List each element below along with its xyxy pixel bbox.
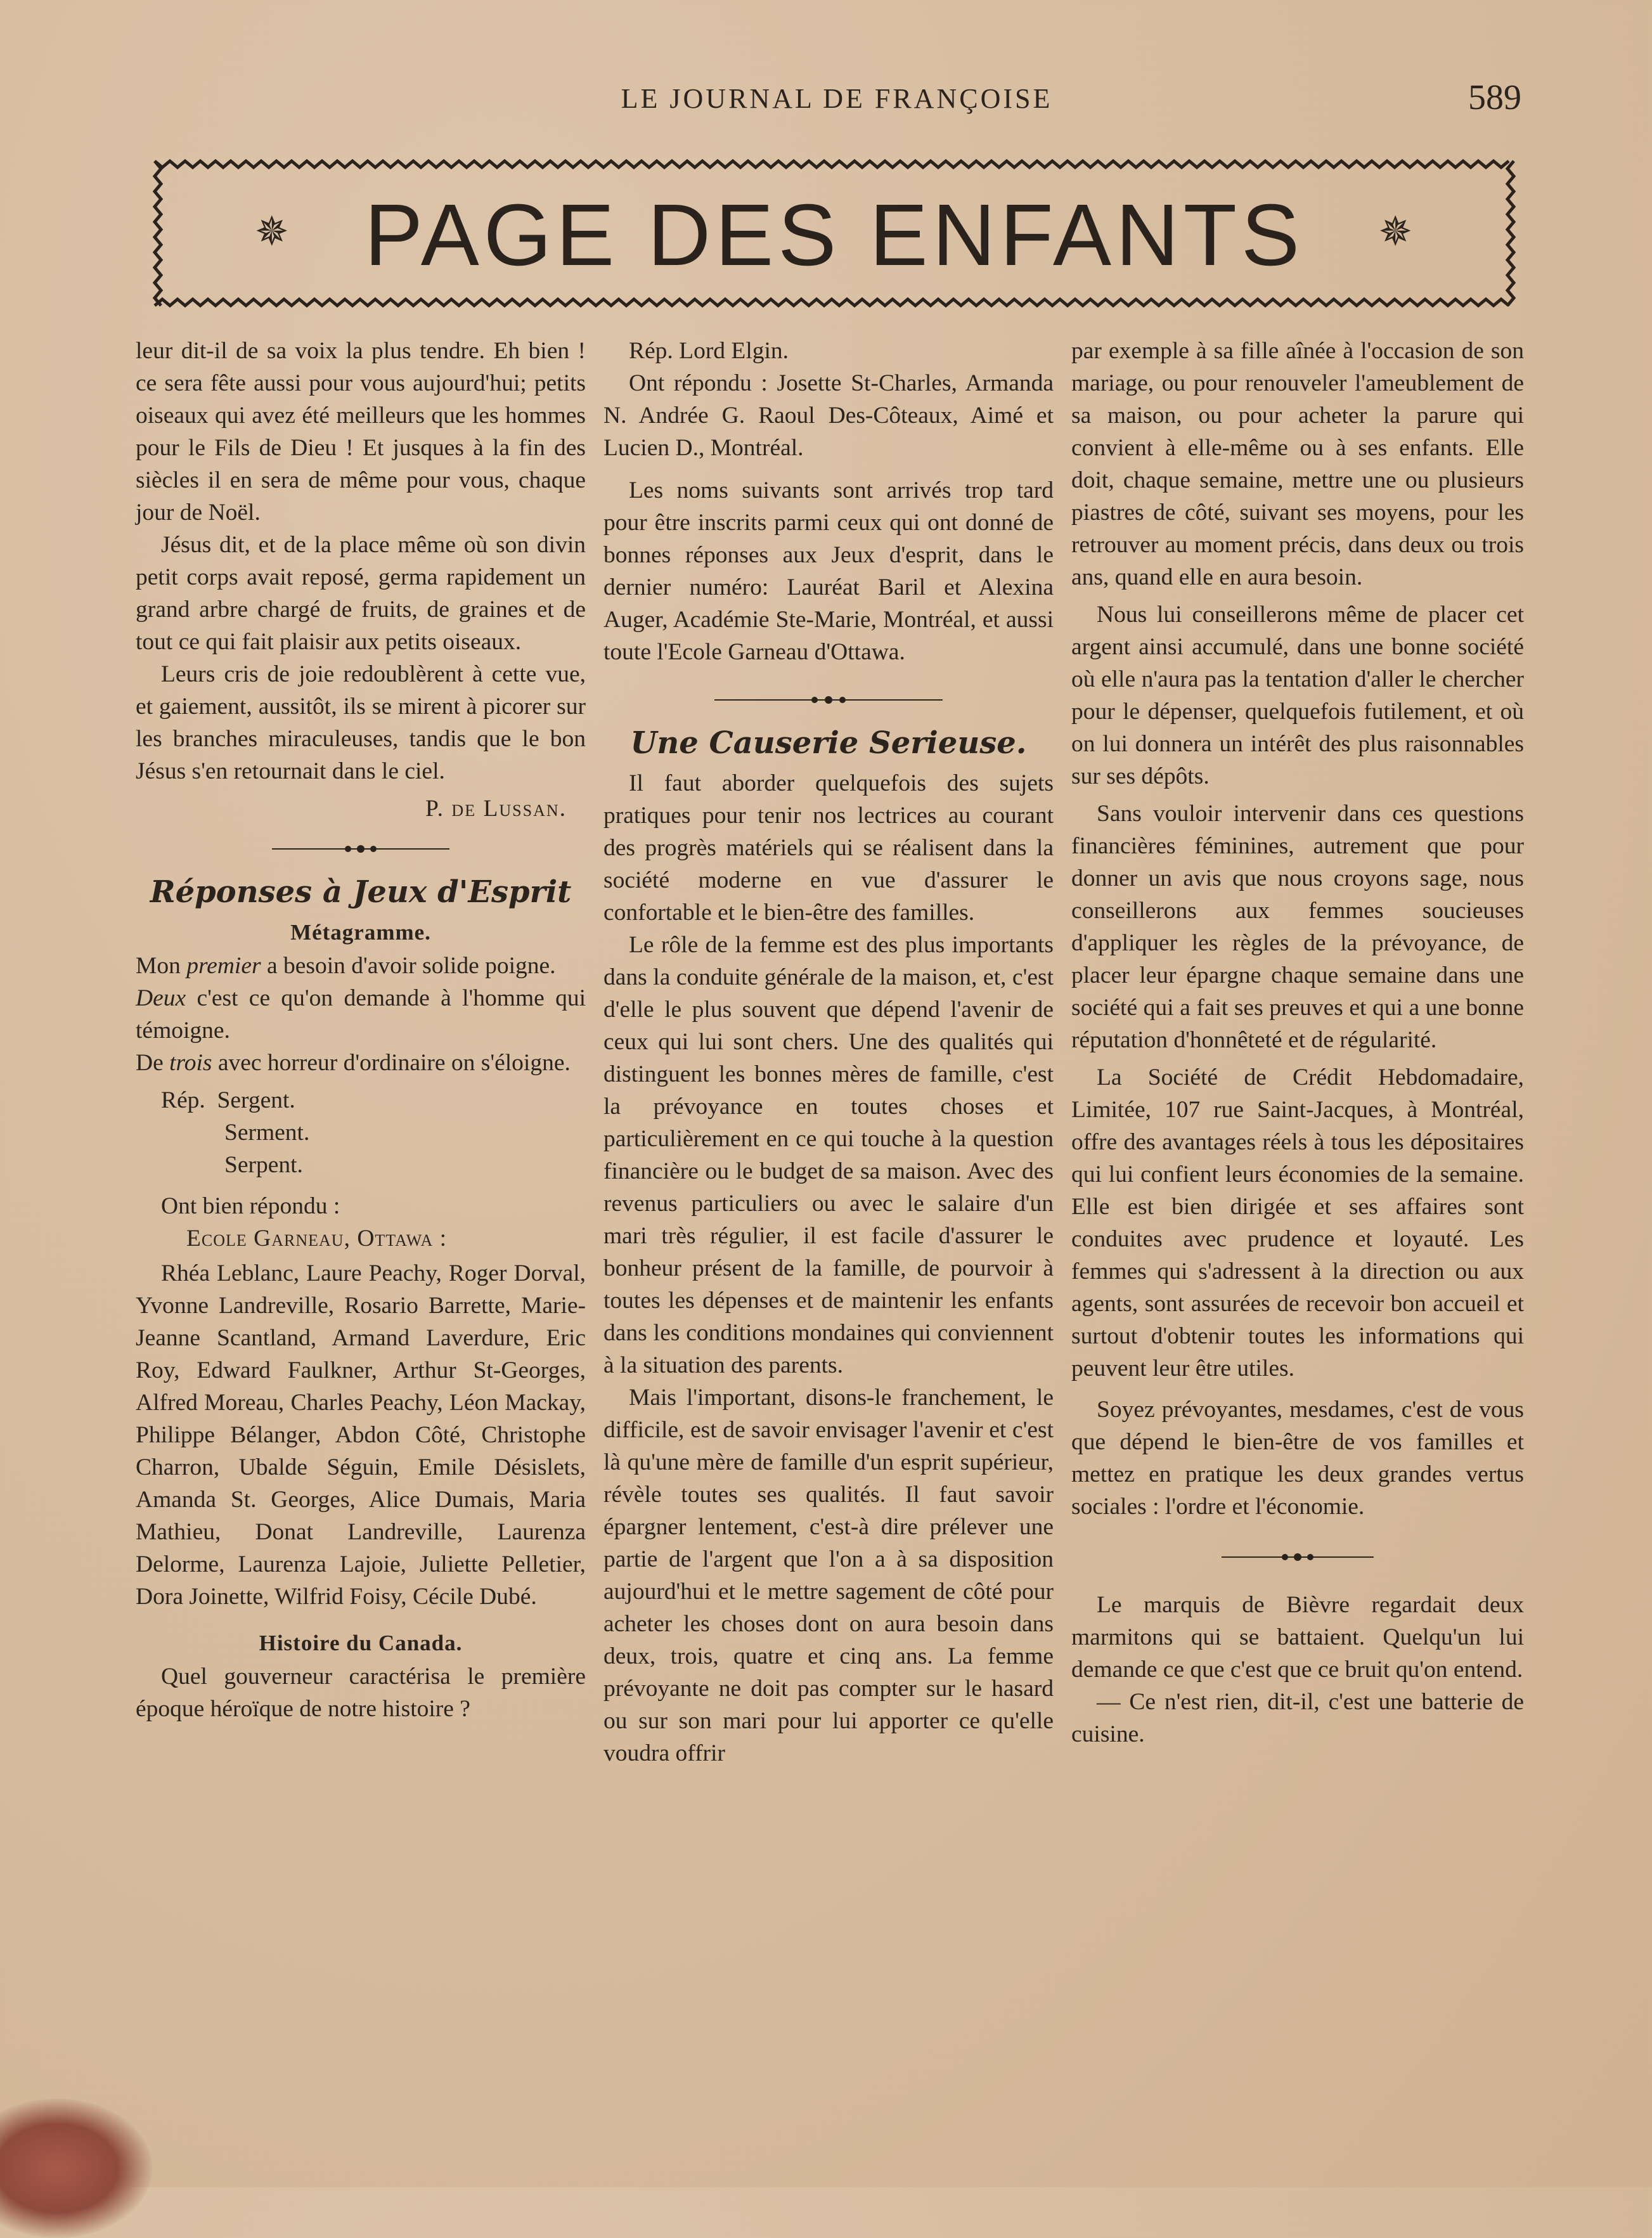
left-ornament-icon: ✵	[255, 209, 289, 255]
answer-line-1	[161, 1084, 586, 1116]
name-list: Rhéa Leblanc, Laure Peachy, Roger Dorval, Yvonne Landreville, Rosario Barrette, Marie-Jeanne Scantland, Armand Laverdure, Eric Roy, Edward Faulkner, Arthur St-Georges, Alfred Moreau, Charles Peachy, Léon Mackay, Philippe Bélanger, Abdon Côté, Christophe Charron, Ubalde Séguin, Emile Désislets, Amanda St. Georges, Alice Dumais, Maria Mathieu, Donat Landreville, Laurenza Delorme, Laurenza Lajoie, Juliette Pelletier, Dora Joinette, Wilfrid Foisy, Cécile Dubé.	[136, 1260, 586, 1610]
banner-title: PAGE DES ENFANTS	[364, 186, 1305, 284]
repondu-list: Ont répondu : Josette St-Charles, Armanda N. Andrée G. Raoul Des-Côteaux, Aimé et Lucien D., Montréal.	[603, 370, 1054, 461]
late-names: Les noms suivants sont arrivés trop tard pour être inscrits parmi ceux qui ont donné de bonnes réponses aux Jeux d'esprit, dans le dernier numéro: Lauréat Baril et Alexina Auger, Académie Ste-Marie, Montréal, et aussi toute l'Ecole Garneau d'Ottawa.	[603, 477, 1054, 665]
causerie-paragraph-1: Il faut aborder quelquefois des sujets pratiques pour tenir nos lectrices au courant des progrès matériels qui se réalisent dans la société moderne en vue d'assurer le confortable et le bien-être des familles.	[603, 770, 1054, 926]
riddle-text: a besoin d'avoir solide poigne.	[261, 953, 556, 979]
rep-label: Rép.	[161, 1087, 205, 1113]
riddle-line-3	[136, 1047, 586, 1079]
story-paragraph-1: leur dit-il de sa voix la plus tendre. Eh bien ! ce sera fête aussi pour vous aujourd'hui; petits oiseaux qui avez été meilleurs que les hommes pour le Fils de Dieu ! Et jusques à la fin des siècles il en sera de même pour vous, chaque jour de Noël.	[136, 338, 586, 526]
answer-word: Serpent.	[224, 1152, 303, 1178]
divider-ornament-icon	[1215, 1544, 1380, 1570]
histoire-subhead: Histoire du Canada.	[259, 1631, 463, 1655]
riddle-answers	[136, 1084, 586, 1181]
journal-title: LE JOURNAL DE FRANÇOISE	[621, 83, 1053, 114]
author-signature: P. de Lussan.	[425, 796, 567, 822]
reponses-heading: Réponses à Jeux d'Esprit	[150, 874, 572, 910]
column-3	[1071, 335, 1524, 1750]
answer-word: Sergent.	[217, 1087, 295, 1113]
causerie-paragraph-5: Nous lui conseillerons même de placer cet argent ainsi accumulé, dans une bonne société où elle n'aura pas la tentation d'aller le chercher pour le dépenser, quelquefois futilement, et où on lui donnera un intérêt des plus raisonnables sur ses dépôts.	[1071, 602, 1524, 789]
causerie-paragraph-4: par exemple à sa fille aînée à l'occasion de son mariage, ou pour renouveler l'ameublement de sa maison, ou pour acheter la parure qui convient à elle-même ou à ses enfants. Elle doit, chaque semaine, mettre une ou plusieurs piastres de côté, suivant ses moyens, pour les retrouver au moment précis, dans deux ou trois ans, quand elle en aura besoin.	[1071, 338, 1524, 590]
riddle-text: avec horreur d'ordinaire on s'éloigne.	[212, 1050, 571, 1076]
causerie-heading: Une Causerie Serieuse.	[630, 725, 1027, 761]
ornamental-rule	[136, 836, 586, 862]
page-number: 589	[1468, 78, 1521, 117]
story-paragraph-3: Leurs cris de joie redoublèrent à cette vue, et gaiement, aussitôt, ils se mirent à picorer sur les branches miraculeuses, tandis que le bon Jésus s'en retournait dans le ciel.	[136, 661, 586, 784]
causerie-paragraph-3: Mais l'important, disons-le franchement, le difficile, est de savoir envisager l'avenir et c'est là qu'une mère de famille d'un esprit supérieur, révèle toutes ses qualités. Il faut savoir épargner lentement, c'est-à dire prélever une partie de l'argent que l'on a à sa disposition aujourd'hui et le mettre sagement de côté pour acheter les choses dont on aura besoin dans deux, trois, quatre et cinq ans. La femme prévoyante ne doit pas compter sur le hasard ou sur son mari pour lui apporter ce qu'elle voudra offrir	[603, 1385, 1054, 1766]
riddle-line-1	[136, 950, 586, 982]
ornamental-rule	[603, 687, 1054, 713]
causerie-paragraph-6: Sans vouloir intervenir dans ces questions financières féminines, autrement que pour donner un avis que nous croyons sage, nous conseillerons aux femmes soucieuses d'appliquer les règles de la prévoyance, de placer leur épargne chaque semaine dans une société qui a fait ses preuves et qui a une bonne réputation d'honnêteté et de régularité.	[1071, 801, 1524, 1053]
divider-ornament-icon	[708, 687, 949, 713]
riddle-line-2	[136, 982, 586, 1047]
riddle-keyword: trois	[169, 1050, 212, 1076]
riddle-keyword: premier	[186, 953, 261, 979]
riddle-text: c'est ce qu'on demande à l'homme qui témoigne.	[136, 985, 586, 1044]
ornamental-rule	[1071, 1544, 1524, 1570]
bien-repondu: Ont bien répondu :	[161, 1193, 340, 1219]
causerie-paragraph-7: La Société de Crédit Hebdomadaire, Limitée, 107 rue Saint-Jacques, à Montréal, offre des avantages réels à tous les dépositaires qui lui confient leurs économies de la semaine. Elle est bien dirigée et ses affaires sont conduites avec prudence et loyauté. Les femmes qui s'adressent à la direction ou aux agents, sont assurées de recevoir bon accueil et surtout d'obtenir toutes les informations qui peuvent leur être utiles.	[1071, 1064, 1524, 1381]
riddle-text: De	[136, 1050, 170, 1076]
right-ornament-icon: ✵	[1378, 209, 1412, 255]
column-1	[136, 335, 586, 1725]
metagramme-subhead: Métagramme.	[290, 920, 431, 945]
history-question: Quel gouverneur caractérisa le première époque héroïque de notre histoire ?	[136, 1664, 586, 1722]
school-name: Ecole Garneau, Ottawa :	[186, 1226, 448, 1252]
story-paragraph-2: Jésus dit, et de la place même où son divin petit corps avait reposé, germa rapidement un grand arbre chargé de fruits, de graines et de tout ce qui fait plaisir aux petits oiseaux.	[136, 532, 586, 655]
causerie-paragraph-8: Soyez prévoyantes, mesdames, c'est de vous que dépend le bien-être de vos familles et mettez en pratique les deux grandes vertus sociales : l'ordre et l'économie.	[1071, 1397, 1524, 1520]
riddle-keyword: Deux	[136, 985, 186, 1011]
thumb-shadow	[0, 2099, 152, 2238]
causerie-paragraph-2: Le rôle de la femme est des plus importants dans la conduite générale de la maison, et, c'est d'elle le plus souvent que dépend l'avenir de ceux qui lui sont chers. Une des qualités qui distinguent les bonnes mères de famille, c'est la prévoyance en toutes choses et particulièrement en ce qui touche à la question financière ou le budget de sa maison. Avec des revenus particuliers ou avec le salaire d'un mari très régulier, il est facile d'assurer le bonheur présent de la famille, de pourvoir à toutes les dépenses et de maintenir les enfants dans les conditions mondaines qui conviennent à la situation des parents.	[603, 932, 1054, 1378]
divider-ornament-icon	[266, 836, 456, 862]
column-2	[603, 335, 1054, 1769]
metagramme-riddle	[136, 950, 586, 1079]
riddle-text: Mon	[136, 953, 187, 979]
history-answer: Rép. Lord Elgin.	[629, 338, 789, 364]
anecdote-paragraph-2: — Ce n'est rien, dit-il, c'est une batterie de cuisine.	[1071, 1689, 1524, 1747]
page-banner	[147, 153, 1521, 313]
anecdote-paragraph-1: Le marquis de Bièvre regardait deux marmitons qui se battaient. Quelqu'un lui demande ce que c'est que ce bruit qu'on entend.	[1071, 1592, 1524, 1683]
answer-word: Serment.	[224, 1120, 310, 1146]
running-header	[146, 78, 1528, 133]
